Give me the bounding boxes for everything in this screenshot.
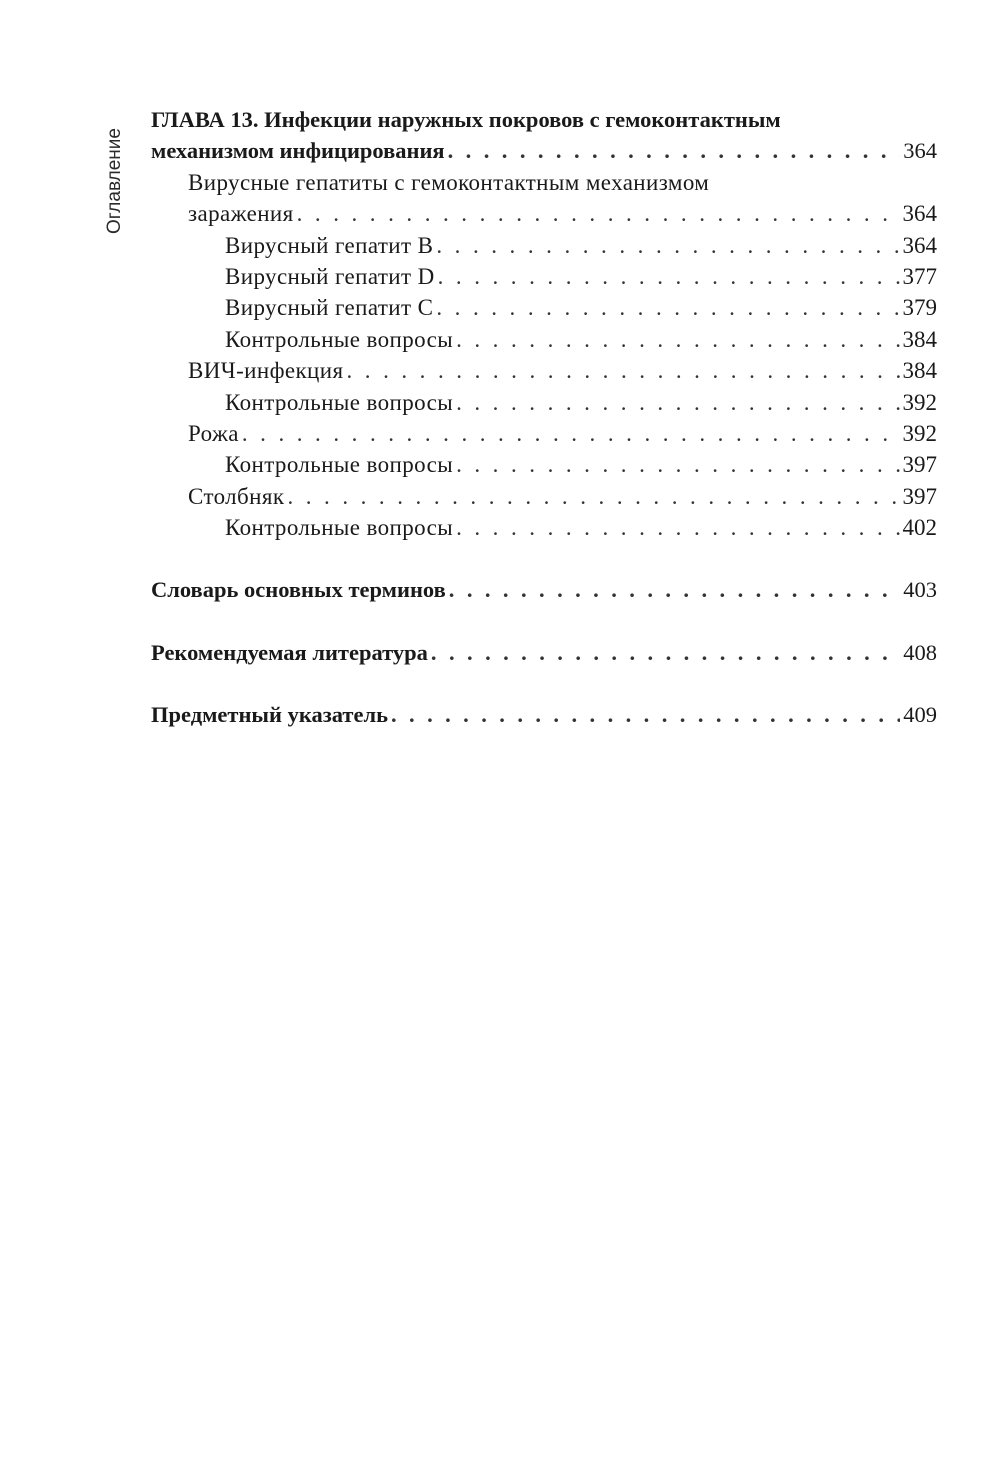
dot-leader [448,135,901,166]
toc-entry[interactable] [151,449,937,480]
entry-title: Вирусный гепатит D [225,263,435,289]
entry-title: ВИЧ-инфекция [188,358,344,384]
entry-title: Контрольные вопросы [225,452,454,478]
page-number: 408 [903,639,937,665]
dot-leader [242,418,900,449]
dot-leader [449,574,900,605]
page-number: 397 [902,452,937,478]
entry-title: Вирусный гепатит С [225,295,434,321]
dot-leader [438,261,900,292]
toc-entry[interactable] [151,292,937,323]
entry-title: механизмом инфицирования [151,138,445,164]
table-of-contents [151,104,937,731]
dot-leader [391,699,900,730]
page-number: 392 [902,420,937,446]
entry-title: Контрольные вопросы [225,389,454,415]
toc-entry[interactable] [151,261,937,292]
dot-leader [297,198,900,229]
entry-title: заражения [188,201,294,227]
page-number: 403 [903,577,937,603]
dot-leader [456,512,899,543]
entry-title: Вирусный гепатит В [225,232,434,258]
entry-title: Рожа [188,420,239,446]
page-number: 364 [902,232,937,258]
page-number: 384 [902,358,937,384]
page-number: 402 [902,515,937,541]
page-number: 377 [902,263,937,289]
toc-entry[interactable] [151,512,937,543]
entry-title: Контрольные вопросы [225,515,454,541]
entry-title-line: Вирусные гепатиты с гемоконтактным механизмом [188,169,710,195]
toc-entry-index[interactable] [151,699,937,730]
toc-entry[interactable] [151,418,937,449]
toc-entry[interactable] [151,324,937,355]
dot-leader [346,355,899,386]
dot-leader [436,230,899,261]
toc-entry[interactable] [151,230,937,261]
entry-title: Словарь основных терминов [151,577,446,603]
toc-entry[interactable] [151,198,937,229]
page-number: 364 [903,138,937,164]
page-number: 392 [902,389,937,415]
dot-leader [456,324,899,355]
running-header: Оглавление [104,128,125,234]
entry-title: Рекомендуемая литература [151,639,428,665]
toc-entry[interactable] [151,387,937,418]
entry-title: Контрольные вопросы [225,326,454,352]
dot-leader [287,481,899,512]
page-number: 379 [902,295,937,321]
page-number: 397 [902,483,937,509]
page-number: 409 [903,702,937,728]
dot-leader [431,637,900,668]
dot-leader [456,449,899,480]
page-number: 364 [902,201,937,227]
entry-title: Предметный указатель [151,702,388,728]
toc-entry[interactable] [151,481,937,512]
dot-leader [436,292,899,323]
toc-entry-literature[interactable] [151,637,937,668]
toc-entry[interactable] [151,355,937,386]
page-number: 384 [902,326,937,352]
toc-entry-chapter[interactable] [151,135,937,166]
dot-leader [456,387,899,418]
entry-title: Столбняк [188,483,285,509]
toc-entry-glossary[interactable] [151,574,937,605]
chapter-title-line: ГЛАВА 13. Инфекции наружных покровов с гемоконтактным [151,107,781,132]
